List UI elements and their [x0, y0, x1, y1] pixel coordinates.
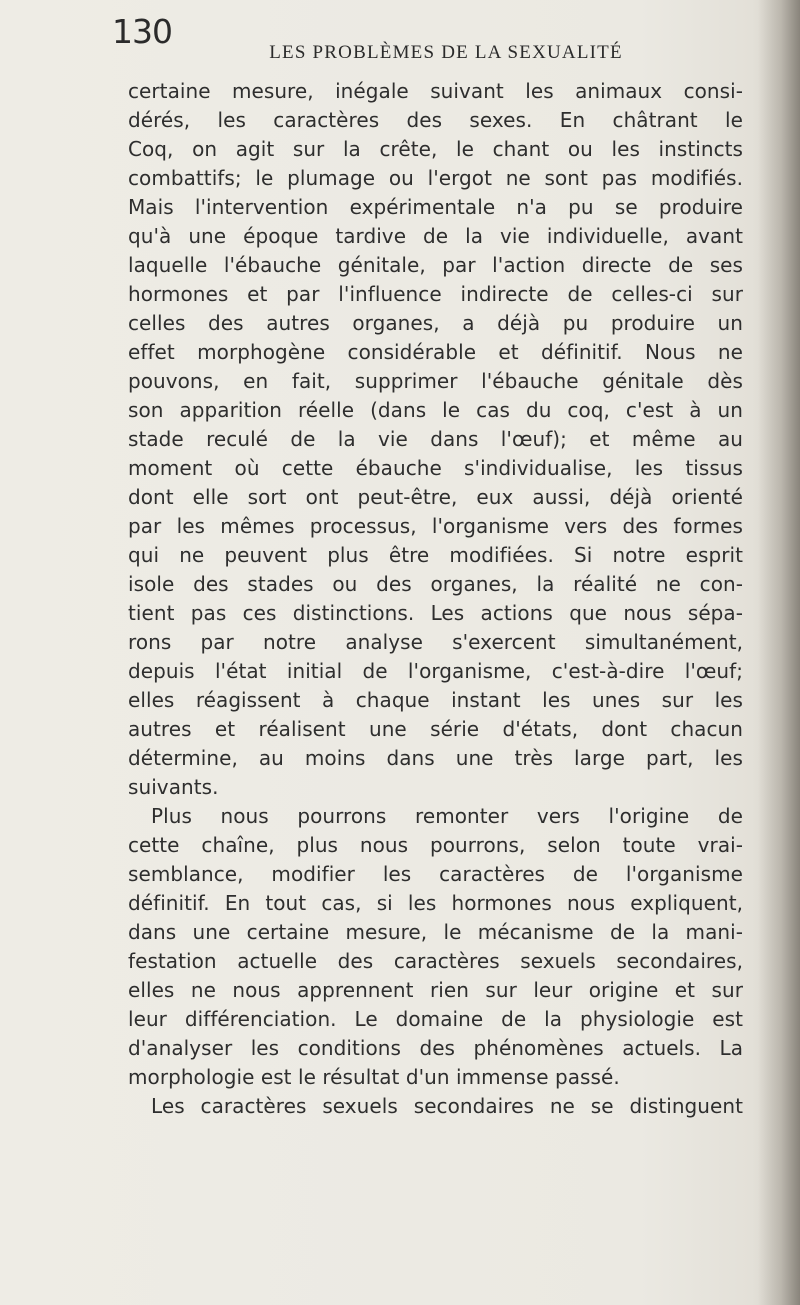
page-gutter-shadow	[758, 0, 800, 1305]
text-line: moment où cette ébauche s'individualise, les tissus	[128, 456, 743, 480]
text-line: Coq, on agit sur la crête, le chant ou les instincts	[128, 137, 743, 161]
running-title: LES PROBLÈMES DE LA SEXUALITÉ	[269, 42, 623, 63]
text-line: isole des stades ou des organes, la réalité ne con-	[128, 572, 743, 596]
text-line: laquelle l'ébauche génitale, par l'action directe de ses	[128, 253, 743, 277]
text-line: tient pas ces distinctions. Les actions que nous sépa-	[128, 601, 743, 625]
text-line: dérés, les caractères des sexes. En châtrant le	[128, 108, 743, 132]
text-line: son apparition réelle (dans le cas du coq, c'est à un	[128, 398, 743, 422]
paragraph-end-line: suivants.	[128, 775, 219, 799]
page-header	[112, 12, 732, 72]
paragraph-start-line: Les caractères sexuels secondaires ne se distinguent	[151, 1094, 743, 1118]
text-line: effet morphogène considérable et définitif. Nous ne	[128, 340, 743, 364]
page-number: 130	[112, 12, 172, 51]
text-line: semblance, modifier les caractères de l'organisme	[128, 862, 743, 886]
text-line: elles ne nous apprennent rien sur leur origine et sur	[128, 978, 743, 1002]
paragraph-end-line: morphologie est le résultat d'un immense passé.	[128, 1065, 620, 1089]
text-line: depuis l'état initial de l'organisme, c'est-à-dire l'œuf;	[128, 659, 743, 683]
body-text	[128, 77, 743, 1121]
text-line: elles réagissent à chaque instant les unes sur les	[128, 688, 743, 712]
text-line: dont elle sort ont peut-être, eux aussi, déjà orienté	[128, 485, 743, 509]
text-line: certaine mesure, inégale suivant les animaux consi-	[128, 79, 743, 103]
text-line: d'analyser les conditions des phénomènes actuels. La	[128, 1036, 743, 1060]
text-line: dans une certaine mesure, le mécanisme de la mani-	[128, 920, 743, 944]
text-line: leur différenciation. Le domaine de la physiologie est	[128, 1007, 743, 1031]
text-line: autres et réalisent une série d'états, dont chacun	[128, 717, 743, 741]
text-line: pouvons, en fait, supprimer l'ébauche génitale dès	[128, 369, 743, 393]
text-line: hormones et par l'influence indirecte de celles-ci sur	[128, 282, 743, 306]
text-line: celles des autres organes, a déjà pu produire un	[128, 311, 743, 335]
text-line: stade reculé de la vie dans l'œuf); et même au	[128, 427, 743, 451]
paragraph-start-line: Plus nous pourrons remonter vers l'origine de	[151, 804, 743, 828]
text-line: détermine, au moins dans une très large part, les	[128, 746, 743, 770]
text-line: qu'à une époque tardive de la vie individuelle, avant	[128, 224, 743, 248]
text-line: festation actuelle des caractères sexuels secondaires,	[128, 949, 743, 973]
text-line: qui ne peuvent plus être modifiées. Si notre esprit	[128, 543, 743, 567]
text-line: par les mêmes processus, l'organisme vers des formes	[128, 514, 743, 538]
text-line: rons par notre analyse s'exercent simultanément,	[128, 630, 743, 654]
text-line: combattifs; le plumage ou l'ergot ne sont pas modifiés.	[128, 166, 743, 190]
text-line: cette chaîne, plus nous pourrons, selon toute vrai-	[128, 833, 743, 857]
text-line: définitif. En tout cas, si les hormones nous expliquent,	[128, 891, 743, 915]
text-line: Mais l'intervention expérimentale n'a pu se produire	[128, 195, 743, 219]
